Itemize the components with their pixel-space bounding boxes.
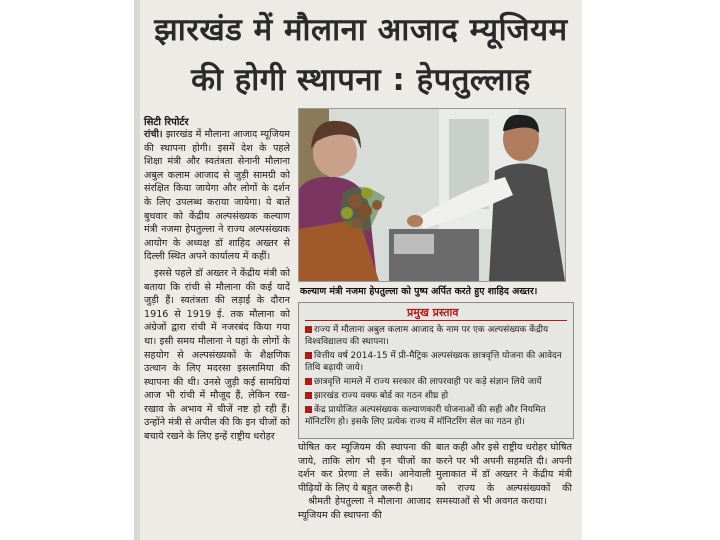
proposal-text: वित्तीय वर्ष 2014-15 में प्री-मैट्रिक अल्पसंख्यक छात्रवृत्ति योजना की आवेदन तिथि बढ़ायी जाये। bbox=[305, 351, 562, 374]
dateline: रांची। bbox=[144, 129, 163, 140]
photo-caption: कल्याण मंत्री नजमा हेपतुल्ला को पुष्प अर्पित करते हुए शाहिद अख्तर। bbox=[300, 286, 538, 297]
headline-line-2: की होगी स्थापना : हेपतुल्लाह bbox=[191, 62, 531, 98]
proposals-title: प्रमुख प्रस्ताव bbox=[407, 306, 459, 319]
proposal-text: झारखंड राज्य वक्फ बोर्ड का गठन शीघ्र हो bbox=[314, 391, 449, 401]
headline-line-1: झारखंड में मौलाना आजाद म्यूजियम bbox=[154, 12, 568, 48]
bullet-square-icon bbox=[305, 378, 312, 385]
proposals-box bbox=[298, 302, 574, 439]
proposal-item bbox=[305, 376, 567, 388]
proposal-item bbox=[305, 324, 567, 348]
bullet-square-icon bbox=[305, 406, 312, 413]
bullet-square-icon bbox=[305, 326, 312, 333]
left-para-2: इससे पहले डॉ अख्तर ने केंद्रीय मंत्री को बताया कि रांची से मौलाना की कई यादें जुड़ी हैं। स्वतंत्रता की लड़ाई के दौरान 1916 से 1919 ई. तक मौलाना को अंग्रेजों द्वारा रांची में नजरबंद किया गया था। इसी समय मौलाना ने यहां के लोगों के सहयोग से अल्पसंख्यकों के शैक्षणिक उत्थान के लिए मदरसा इसलामिया की स्थापना की थी। उनसे जुड़ी कई सामग्रियां आज भी रांची में मौजूद हैं, लेकिन रख-रखाव के अभाव में चीजें नष्ट हो रही हैं। उन्होंने मंत्री से अपील की कि इन चीजों को बचाये रखने के लिए इन्हें राष्ट्रीय धरोहर bbox=[144, 267, 290, 443]
bottom-left-para-2: श्रीमती हेपतुल्ला ने मौलाना आजाद म्यूजियम की स्थापना की bbox=[298, 496, 431, 521]
byline: सिटी रिपोर्टर bbox=[144, 117, 189, 128]
proposal-text: छात्रवृत्ति मामले में राज्य सरकार की लापरवाही पर कड़े संज्ञान लिये जायें bbox=[314, 377, 542, 387]
proposals-divider bbox=[305, 320, 567, 321]
bottom-left-column bbox=[298, 441, 431, 523]
left-para-1-text: झारखंड में मौलाना आजाद म्यूजियम की स्थापना होगी। इसमें देश के पहले शिक्षा मंत्री और स्वतंत्रता सेनानी मौलाना अबुल कलाम आजाद से जुड़ी सामग्री को संरक्षित किया जायेगा और लोगों के दर्शन के लिए उपलब्ध कराया जायेगा। ये बातें बुधवार को केंद्रीय अल्पसंख्यक कल्याण मंत्री नजमा हेपतुल्ला ने राज्य अल्पसंख्यक आयोग के अध्यक्ष डॉ शाहिद अख्तर से दिल्ली स्थित अपने कार्यालय में कहीं। bbox=[144, 129, 290, 263]
left-para-1 bbox=[144, 128, 290, 264]
newspaper-clipping bbox=[140, 0, 582, 540]
news-photo bbox=[298, 108, 566, 282]
bottom-right-para-1: बात कही और इसे राष्ट्रीय धरोहर घोषित करने पर भी अपनी सहमति दी। अपनी मुलाकात में डॉ अख्तर ने केंद्रीय मंत्री को राज्य के अल्पसंख्यकों की समस्याओं से भी अवगत कराया। bbox=[436, 442, 572, 508]
bottom-right-column bbox=[436, 441, 572, 509]
proposal-text: राज्य में मौलाना अबुल कलाम आजाद के नाम पर एक अल्पसंख्यक केंद्रीय विश्वविद्यालय की स्थापना। bbox=[305, 325, 549, 348]
proposal-item bbox=[305, 390, 567, 402]
photo-illustration bbox=[299, 109, 565, 281]
proposal-item bbox=[305, 350, 567, 374]
proposal-item bbox=[305, 404, 567, 428]
left-column bbox=[144, 128, 290, 444]
bullet-square-icon bbox=[305, 352, 312, 359]
proposal-text: केंद्र प्रायोजित अल्पसंख्यक कल्याणकारी योजनाओं की सही और नियमित मॉनिटरिंग हो। इसके लिए प्रत्येक राज्य में मॉनिटरिंग सेल का गठन हो। bbox=[305, 405, 546, 428]
bottom-left-para-1: घोषित कर म्यूजियम की स्थापना की जाये, ताकि लोग भी इन चीजों का दर्शन कर प्रेरणा ले सकें। आनेवाली पीढ़ियों के लिए ये बहुत जरूरी है। bbox=[298, 442, 431, 494]
bullet-square-icon bbox=[305, 392, 312, 399]
